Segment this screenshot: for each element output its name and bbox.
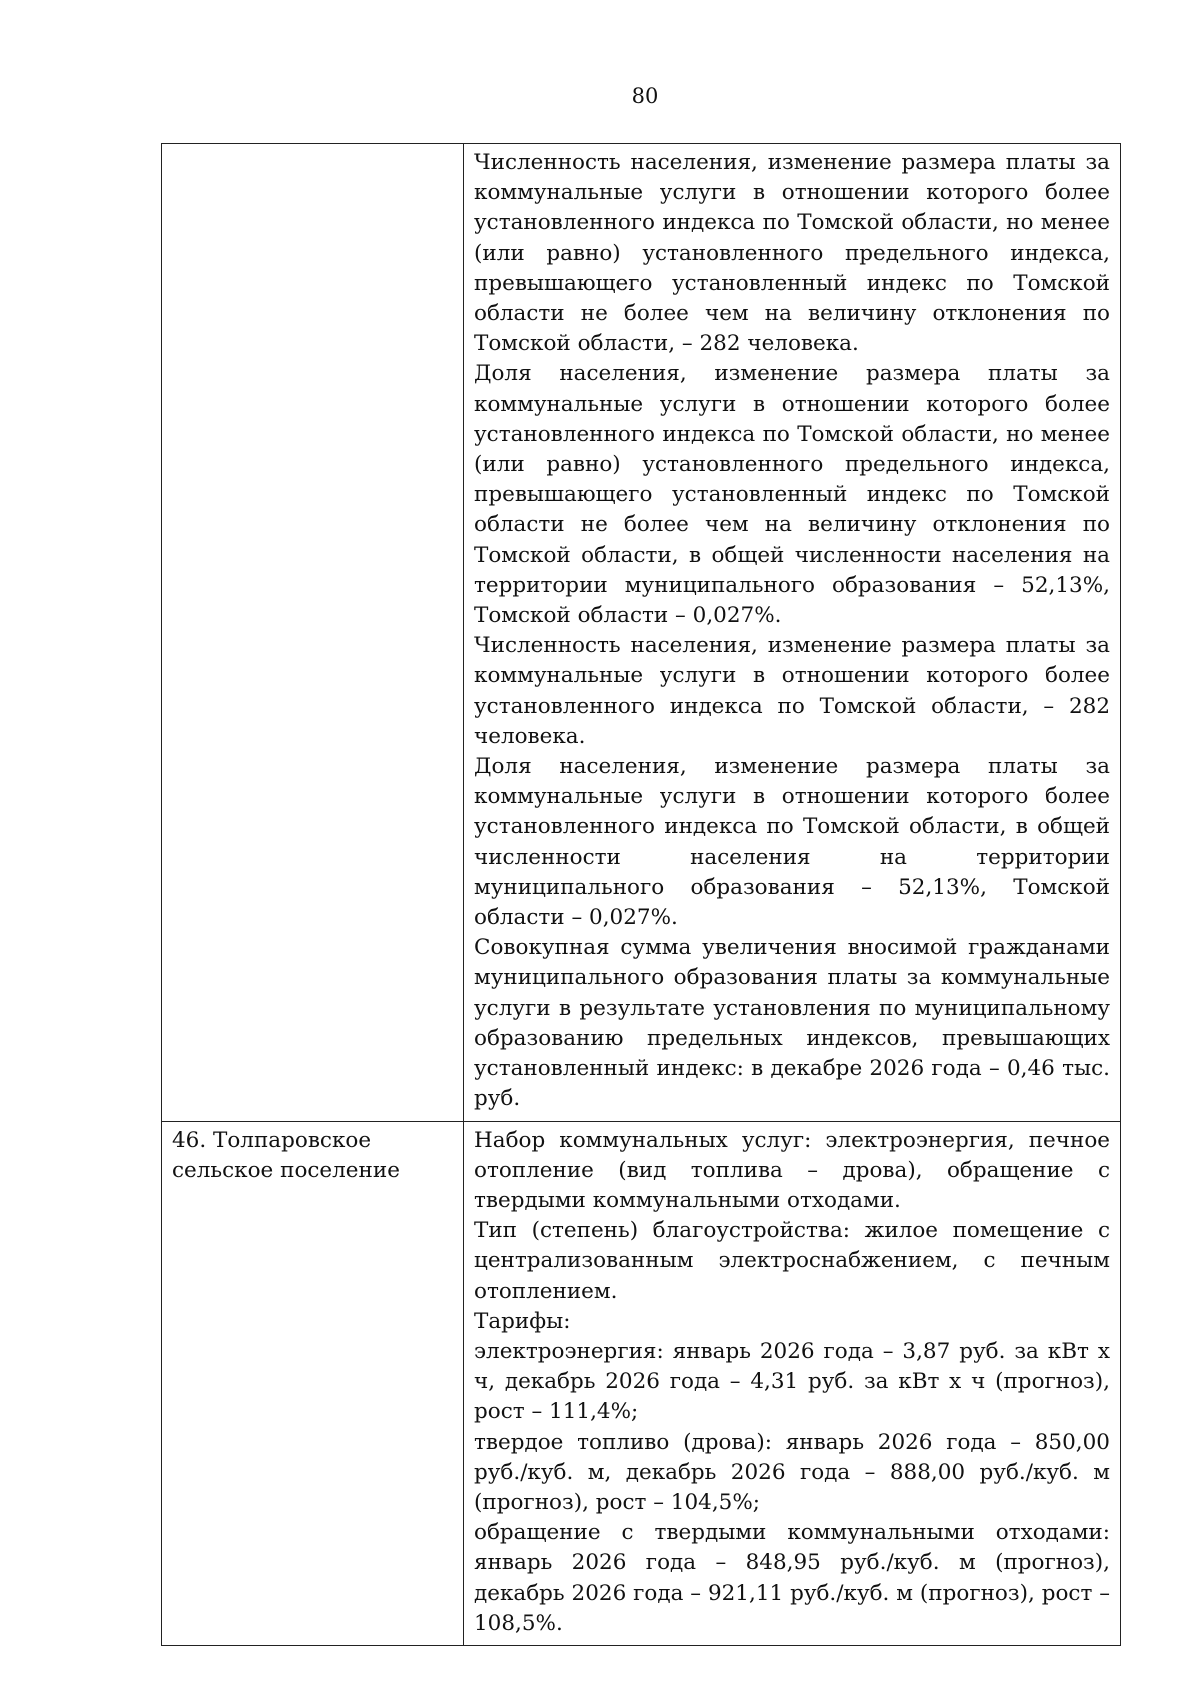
paragraph: Совокупная сумма увеличения вносимой гражданами муниципального образования платы за коммунальные услуги в результате установления по муниципальному образованию предельных индексов, превышающих установленный индекс: в декабре 2026 года – 0,46 тыс. руб. [474,935,1110,1112]
paragraph: обращение с твердыми коммунальными отходами: январь 2026 года – 848,95 руб./куб. м (прогноз), декабрь 2026 года – 921,11 руб./куб. м (прогноз), рост – 108,5%. [474,1520,1110,1636]
paragraph: Тарифы: [474,1308,571,1334]
page-number: 80 [631,84,659,108]
paragraph: электроэнергия: январь 2026 года – 3,87 руб. за кВт х ч, декабрь 2026 года – 4,31 руб. за кВт х ч (прогноз), рост – 111,4%; [474,1338,1110,1425]
description-cell [464,144,1121,1122]
paragraph: твердое топливо (дрова): январь 2026 года – 850,00 руб./куб. м, декабрь 2026 года – 888,00 руб./куб. м (прогноз), рост – 104,5%; [474,1429,1110,1515]
paragraph: Доля населения, изменение размера платы за коммунальные услуги в отношении которого более установленного индекса по Томской области, но менее (или равно) установленного предельного индекса, превышающего установленный индекс по Томской области не более чем на величину отклонения по Томской области, в общей численности населения на территории муниципального образования – 52,13%, Томской области – 0,027%. [474,361,1110,629]
document-table [161,143,1121,1646]
paragraph: Численность населения, изменение размера платы за коммунальные услуги в отношении которого более установленного индекса по Томской области, но менее (или равно) установленного предельного индекса, превышающего установленный индекс по Томской области не более чем на величину отклонения по Томской области, – 282 человека. [474,150,1110,357]
municipality-cell [162,144,464,1122]
paragraph: Доля населения, изменение размера платы за коммунальные услуги в отношении которого более установленного индекса по Томской области, в общей численности населения на территории муниципального образования – 52,13%, Томской области – 0,027%. [474,754,1110,931]
description-cell [464,1121,1121,1645]
paragraph: Численность населения, изменение размера платы за коммунальные услуги в отношении которого более установленного индекса по Томской области, – 282 человека. [474,633,1110,749]
table-row [162,144,1121,1122]
paragraph: Тип (степень) благоустройства: жилое помещение с централизованным электроснабжением, с печным отоплением. [474,1218,1110,1304]
table-row [162,1121,1121,1645]
paragraph: Набор коммунальных услуг: электроэнергия, печное отопление (вид топлива – дрова), обращение с твердыми коммунальными отходами. [474,1127,1110,1213]
municipality-cell: 46. Толпаровское сельское поселение [162,1121,464,1645]
